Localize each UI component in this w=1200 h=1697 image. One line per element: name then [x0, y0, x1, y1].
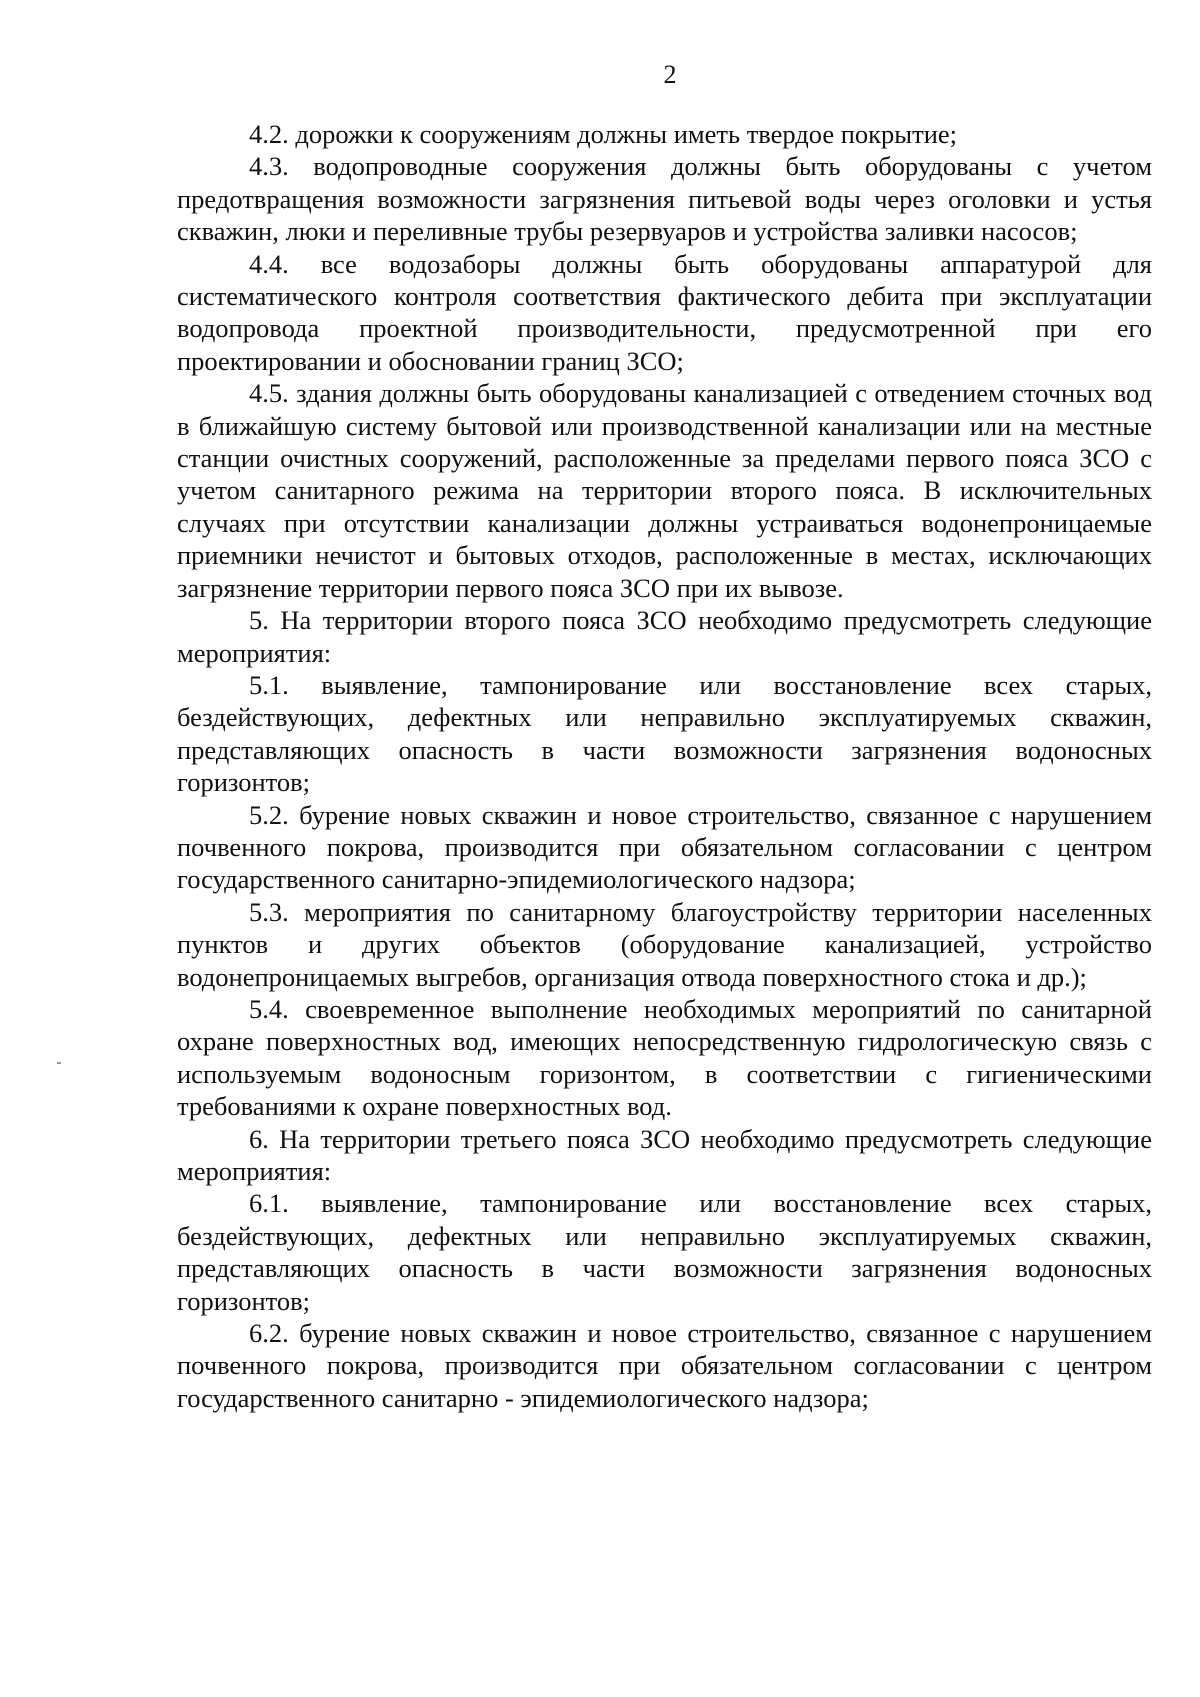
paragraph-5-3: 5.3. мероприятия по санитарному благоустройству территории населенных пунктов и других объектов (оборудование канализацией, устройство водонепроницаемых выгребов, организация отвода поверхностного стока и др.);: [177, 896, 1152, 992]
document-body: [177, 118, 1152, 1414]
paragraph-5-4: 5.4. своевременное выполнение необходимых мероприятий по санитарной охране поверхностных вод, имеющих непосредственную гидрологическую связь с используемым водоносным горизонтом, в соответствии с гигиеническими требованиями к охране поверхностных вод.: [177, 993, 1152, 1122]
paragraph-4-5: 4.5. здания должны быть оборудованы канализацией с отведением сточных вод в ближайшую систему бытовой или производственной канализации или на местные станции очистных сооружений, расположенные за пределами первого пояса ЗСО с учетом санитарного режима на территории второго пояса. В исключительных случаях при отсутствии канализации должны устраиваться водонепроницаемые приемники нечистот и бытовых отходов, расположенные в местах, исключающих загрязнение территории первого пояса ЗСО при их вывозе.: [177, 378, 1152, 603]
paragraph-5: 5. На территории второго пояса ЗСО необходимо предусмотреть следующие мероприятия:: [177, 605, 1152, 668]
page-number: 2: [663, 60, 677, 89]
paragraph-6-2: 6.2. бурение новых скважин и новое строительство, связанное с нарушением почвенного покрова, производится при обязательном согласовании с центром государственного санитарно - эпидемиологического надзора;: [177, 1318, 1152, 1413]
paragraph-4-3: 4.3. водопроводные сооружения должны быть оборудованы с учетом предотвращения возможности загрязнения питьевой воды через оголовки и устья скважин, люки и переливные трубы резервуаров и устройства заливки насосов;: [177, 151, 1152, 247]
paragraph-5-1: 5.1. выявление, тампонирование или восстановление всех старых, бездействующих, дефектных или неправильно эксплуатируемых скважин, представляющих опасность в части возможности загрязнения водоносных горизонтов;: [177, 669, 1152, 798]
paragraph-4-2: 4.2. дорожки к сооружениям должны иметь твердое покрытие;: [249, 119, 957, 149]
paragraph-4-4: 4.4. все водозаборы должны быть оборудованы аппаратурой для систематического контроля соответствия фактического дебита при эксплуатации водопровода проектной производительности, предусмотренной при его проектировании и обосновании границ ЗСО;: [177, 248, 1152, 376]
paragraph-6-1: 6.1. выявление, тампонирование или восстановление всех старых, бездействующих, дефектных или неправильно эксплуатируемых скважин, представляющих опасность в части возможности загрязнения водоносных горизонтов;: [177, 1188, 1152, 1316]
paragraph-6: 6. На территории третьего пояса ЗСО необходимо предусмотреть следующие мероприятия:: [177, 1123, 1152, 1186]
scan-speck: [57, 1062, 61, 1064]
paragraph-5-2: 5.2. бурение новых скважин и новое строительство, связанное с нарушением почвенного покрова, производится при обязательном согласовании с центром государственного санитарно-эпидемиологического надзора;: [177, 799, 1152, 895]
